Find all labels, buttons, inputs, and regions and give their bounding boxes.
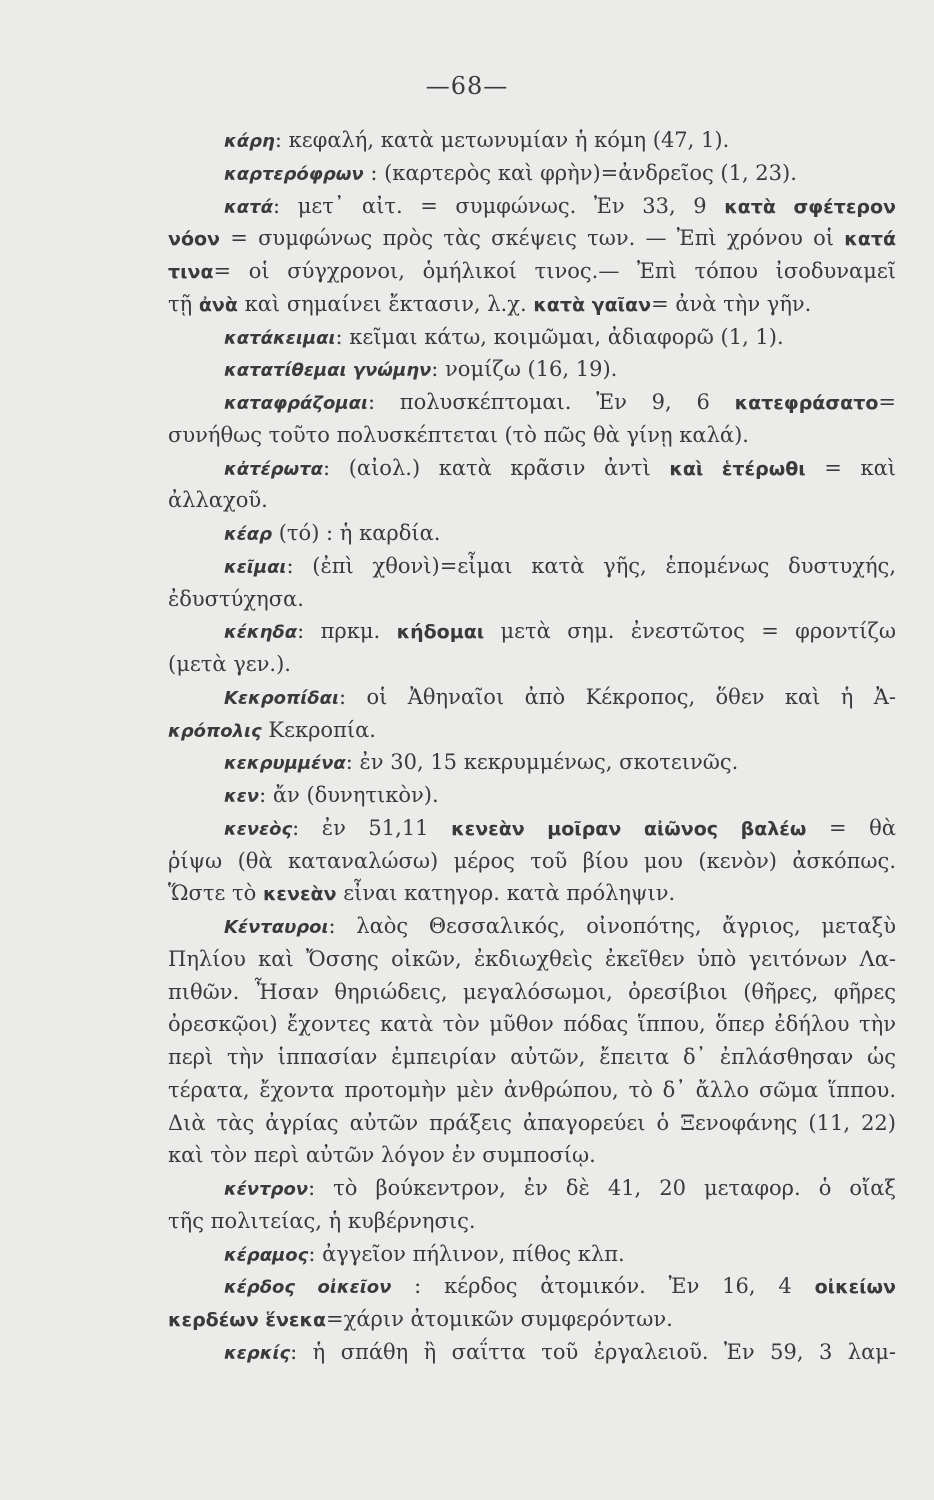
text-line (168, 1008, 896, 1041)
text-line (168, 615, 896, 648)
text-line (168, 1172, 896, 1205)
bold-phrase: κενεὰν (262, 883, 337, 906)
headword: κρόπολις (168, 720, 262, 742)
text-line (168, 845, 896, 878)
headword: κέκηδα (224, 622, 298, 644)
gloss-text: : (καρτερὸς καὶ φρὴν)=ἀνδρεῖος (1, 23). (363, 160, 797, 185)
headword: κἀτέρωτα (224, 458, 324, 480)
text-line (168, 222, 896, 255)
gloss-text: ἀλλαχοῦ. (168, 488, 268, 513)
gloss-text: (τό) : ἡ καρδία. (272, 521, 441, 545)
gloss-text: περὶ τὴν ἱππασίαν ἐμπειρίαν αὐτῶν, ἔπειτα δ᾽ ἐπλάσθησαν ὡς (168, 1045, 896, 1069)
text-line (168, 419, 896, 452)
gloss-text: = θὰ (806, 815, 896, 840)
bold-phrase: νόον (168, 228, 220, 251)
gloss-text: : κεῖμαι κάτω, κοιμῶμαι, ἀδιαφορῶ (1, 1). (335, 324, 784, 349)
text-line (168, 1107, 896, 1140)
gloss-text: : ἄν (δυνητικὸν). (259, 783, 439, 807)
text-line (168, 976, 896, 1009)
text-line (168, 1074, 896, 1107)
headword: κέρδος οἰκεῖον (224, 1277, 392, 1299)
gloss-text: : πρκμ. (297, 619, 397, 644)
text-line (168, 452, 896, 485)
headword: κεν (224, 786, 260, 807)
bold-phrase: κατεφράσατο (734, 392, 879, 414)
headword: κάρη (224, 131, 275, 152)
gloss-text: Πηλίου καὶ Ὄσσης οἰκῶν, ἐκδιωχθεὶς ἐκεῖθεν ὑπὸ γειτόνων Λα- (168, 946, 896, 971)
gloss-text: =χάριν ἀτομικῶν συμφερόντων. (326, 1307, 673, 1331)
text-line (168, 288, 896, 321)
headword: κεῖμαι (224, 556, 287, 578)
gloss-text: τῇ (168, 291, 199, 316)
headword: Κεκροπίδαι (224, 687, 340, 709)
text-line (168, 255, 896, 288)
text-line (168, 1238, 896, 1271)
text-line (168, 1270, 896, 1303)
text-line (168, 583, 896, 616)
headword: καρτερόφρων (224, 163, 364, 185)
gloss-text: ἐδυστύχησα. (168, 586, 304, 611)
gloss-text: ῥίψω (θὰ καταναλώσω) μέρος τοῦ βίου μου (κενὸν) ἀσκόπως. (168, 848, 896, 873)
bold-phrase: κατά (844, 228, 896, 251)
headword: κέαρ (224, 524, 273, 545)
gloss-text: = καὶ (805, 455, 896, 480)
text-line (168, 484, 896, 517)
text-line (168, 550, 896, 583)
text-line (168, 157, 896, 190)
gloss-text: : νομίζω (16, 19). (431, 357, 618, 382)
text-line (168, 1303, 896, 1336)
gloss-text: : ἀγγεῖον πήλινον, πίθος κλπ. (308, 1241, 625, 1266)
headword: Κένταυροι (224, 917, 329, 938)
gloss-text: Κεκροπία. (261, 717, 376, 742)
text-line (168, 943, 896, 976)
text-line (168, 517, 896, 550)
gloss-text: Διὰ τὰς ἀγρίας αὐτῶν πράξεις ἀπαγορεύει ὁ Ξενοφάνης (11, 22) (168, 1110, 896, 1135)
gloss-text: τέρατα, ἔχοντα προτομὴν μὲν ἀνθρώπου, τὸ δ᾽ ἄλλο σῶμα ἵππου. (168, 1077, 896, 1102)
text-line (168, 779, 896, 812)
gloss-text: : κεφαλή, κατὰ μετωνυμίαν ἡ κόμη (47, 1). (274, 128, 730, 152)
gloss-text: : κέρδος ἀτομικόν. Ἐν 16, 4 (391, 1274, 815, 1299)
gloss-text: : οἱ Ἀθηναῖοι ἀπὸ Κέκροπος, ὅθεν καὶ ἡ Ἀ- (339, 684, 896, 709)
bold-phrase: κενεὰν μοῖραν αἰῶνος βαλέω (451, 817, 807, 840)
bold-phrase: τινα (168, 261, 214, 283)
headword: κατά (224, 196, 274, 218)
text-line (168, 910, 896, 943)
gloss-text: : τὸ βούκεντρον, ἐν δὲ 41, 20 μεταφορ. ὁ οἴαξ (308, 1176, 896, 1200)
gloss-text: = (878, 390, 896, 414)
text-line (168, 353, 896, 386)
headword: κέραμος (224, 1244, 309, 1266)
bold-phrase: κατὰ γαῖαν (533, 293, 652, 316)
gloss-text: τῆς πολιτείας, ἡ κυβέρνησις. (168, 1208, 476, 1233)
text-line (168, 681, 896, 714)
text-line (168, 1139, 896, 1172)
gloss-text: μετὰ σημ. ἐνεστῶτος = φροντίζω (484, 619, 896, 644)
headword: καταφράζομαι (224, 393, 368, 414)
page-number: —68— (425, 72, 509, 100)
gloss-text: (μετὰ γεν.). (168, 652, 291, 676)
gloss-text: : ἐν 51,11 (292, 815, 452, 840)
dictionary-entries (168, 124, 896, 1369)
headword: κενεὸς (224, 818, 293, 840)
gloss-text: : (αἰολ.) κατὰ κρᾶσιν ἀντὶ (323, 455, 670, 480)
gloss-text: : λαὸς Θεσσαλικός, οἰνοπότης, ἄγριος, μεταξὺ (328, 914, 896, 938)
gloss-text: καὶ σημαίνει ἔκτασιν, λ.χ. (237, 291, 534, 316)
gloss-text: συνήθως τοῦτο πολυσκέπτεται (τὸ πῶς θὰ γίνῃ καλά). (168, 422, 749, 447)
bold-phrase: κατὰ σφέτερον (724, 195, 896, 218)
headword: κεκρυμμένα (224, 753, 346, 775)
bold-phrase: καὶ ἑτέρωθι (669, 457, 806, 480)
gloss-text: : ἡ σπάθη ἢ σαΐττα τοῦ ἐργαλειοῦ. Ἐν 59, 3 λαμ- (290, 1339, 896, 1364)
gloss-text: ὀρεσκῷοι) ἔχοντες κατὰ τὸν μῦθον πόδας ἵππου, ὅπερ ἐδήλου τὴν (168, 1012, 896, 1037)
gloss-text: : μετ᾽ αἰτ. = συμφώνως. Ἐν 33, 9 (273, 193, 725, 218)
gloss-text: = συμφώνως πρὸς τὰς σκέψεις των. — Ἐπὶ χρόνου οἱ (220, 226, 845, 251)
gloss-text: : πολυσκέπτομαι. Ἐν 9, 6 (367, 390, 735, 414)
text-line (168, 124, 896, 157)
gloss-text: καὶ τὸν περὶ αὐτῶν λόγον ἐν συμποσίῳ. (168, 1143, 596, 1168)
gloss-text: Ὥστε τὸ (168, 881, 263, 906)
text-line (168, 190, 896, 223)
headword: κέντρον (224, 1179, 309, 1200)
headword: κατάκειμαι (224, 327, 336, 349)
bold-phrase: οἰκείων (814, 1276, 896, 1299)
bold-phrase: κήδομαι (396, 621, 485, 644)
text-line (168, 386, 896, 419)
text-line (168, 714, 896, 747)
text-line (168, 746, 896, 779)
gloss-text: : (ἐπὶ χθονὶ)=εἶμαι κατὰ γῆς, ἑπομένως δυστυχής, (286, 553, 896, 578)
bold-phrase: ἀνὰ (198, 293, 238, 316)
gloss-text: πιθῶν. Ἦσαν θηριώδεις, μεγαλόσωμοι, ὀρεσίβιοι (θῆρες, φῆρες (168, 979, 896, 1004)
gloss-text: : ἐν 30, 15 κεκρυμμένως, σκοτεινῶς. (345, 750, 739, 775)
headword: κατατίθεμαι γνώμην (224, 360, 432, 382)
text-line (168, 1205, 896, 1238)
text-line (168, 877, 896, 910)
text-line (168, 1041, 896, 1074)
gloss-text: = οἱ σύγχρονοι, ὁμήλικοί τινος.— Ἐπὶ τόπου ἰσοδυναμεῖ (213, 259, 896, 283)
text-line (168, 812, 896, 845)
headword: κερκίς (224, 1342, 291, 1364)
text-line (168, 321, 896, 354)
text-line (168, 648, 896, 681)
gloss-text: = ἀνὰ τὴν γῆν. (651, 291, 812, 316)
text-line (168, 1336, 896, 1369)
gloss-text: εἶναι κατηγορ. κατὰ πρόληψιν. (336, 881, 676, 906)
bold-phrase: κερδέων ἕνεκα (168, 1309, 327, 1331)
